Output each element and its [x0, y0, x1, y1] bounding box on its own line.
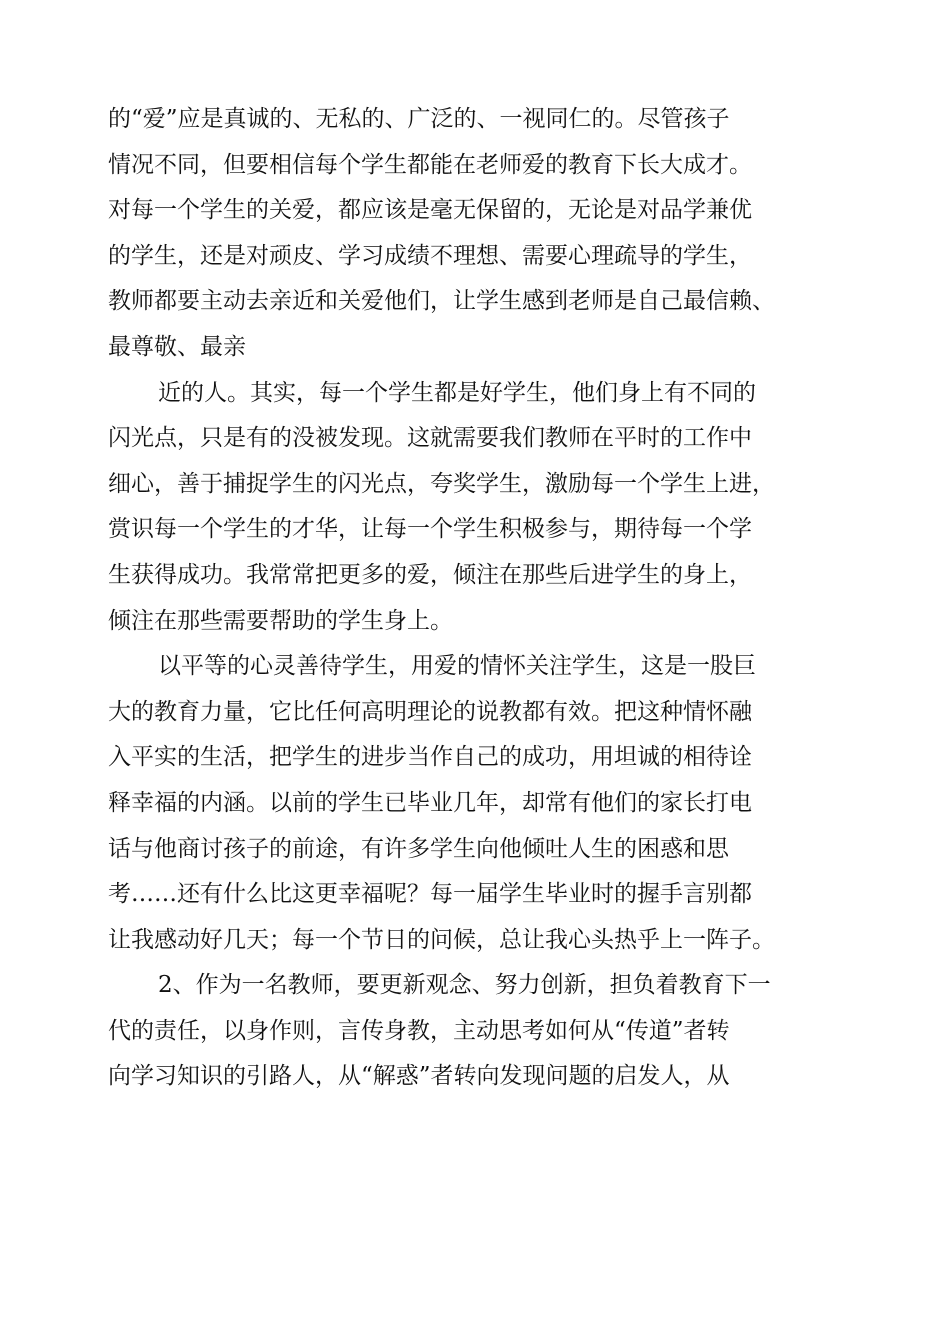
text-line: 让我感动好几天；每一个节日的问候，总让我心头热乎上一阵子。 — [108, 926, 775, 953]
text-line: 情况不同，但要相信每个学生都能在老师爱的教育下长大成才。 — [108, 151, 752, 178]
text-line: 生获得成功。我常常把更多的爱，倾注在那些后进学生的身上， — [108, 561, 752, 588]
text-line: 赏识每一个学生的才华，让每一个学生积极参与，期待每一个学 — [108, 516, 752, 543]
text-line: 最尊敬、最亲 — [108, 333, 246, 360]
paragraph-start-line: 近的人。其实，每一个学生都是好学生，他们身上有不同的 — [158, 379, 756, 406]
text-line: 考……还有什么比这更幸福呢？每一届学生毕业时的握手言别都 — [108, 881, 752, 908]
text-line: 闪光点，只是有的没被发现。这就需要我们教师在平时的工作中 — [108, 425, 752, 452]
paragraph-start-line: 2、作为一名教师，要更新观念、努力创新，担负着教育下一 — [158, 972, 771, 999]
text-line: 的“爱”应是真诚的、无私的、广泛的、一视同仁的。尽管孩子 — [108, 106, 730, 132]
text-line: 释幸福的内涵。以前的学生已毕业几年，却常有他们的家长打电 — [108, 789, 752, 816]
text-line: 入平实的生活，把学生的进步当作自己的成功，用坦诚的相待诠 — [108, 744, 752, 771]
text-line: 教师都要主动去亲近和关爱他们，让学生感到老师是自己最信赖、 — [108, 288, 775, 315]
text-line: 代的责任，以身作则，言传身教，主动思考如何从“传道”者转 — [108, 1017, 730, 1044]
paragraph-start-line: 以平等的心灵善待学生，用爱的情怀关注学生，这是一股巨 — [158, 653, 756, 680]
text-line: 向学习知识的引路人，从“解惑”者转向发现问题的启发人，从 — [108, 1063, 730, 1090]
text-line: 对每一个学生的关爱，都应该是毫无保留的，无论是对品学兼优 — [108, 197, 752, 224]
text-line: 细心，善于捕捉学生的闪光点，夸奖学生，激励每一个学生上进， — [108, 470, 775, 497]
document-body — [108, 97, 848, 1100]
text-line: 大的教育力量，它比任何高明理论的说教都有效。把这种情怀融 — [108, 698, 752, 725]
text-line: 话与他商讨孩子的前途，有许多学生向他倾吐人生的困惑和思 — [108, 835, 729, 862]
text-line: 倾注在那些需要帮助的学生身上。 — [108, 607, 453, 634]
text-line: 的学生，还是对顽皮、学习成绩不理想、需要心理疏导的学生， — [108, 242, 752, 269]
